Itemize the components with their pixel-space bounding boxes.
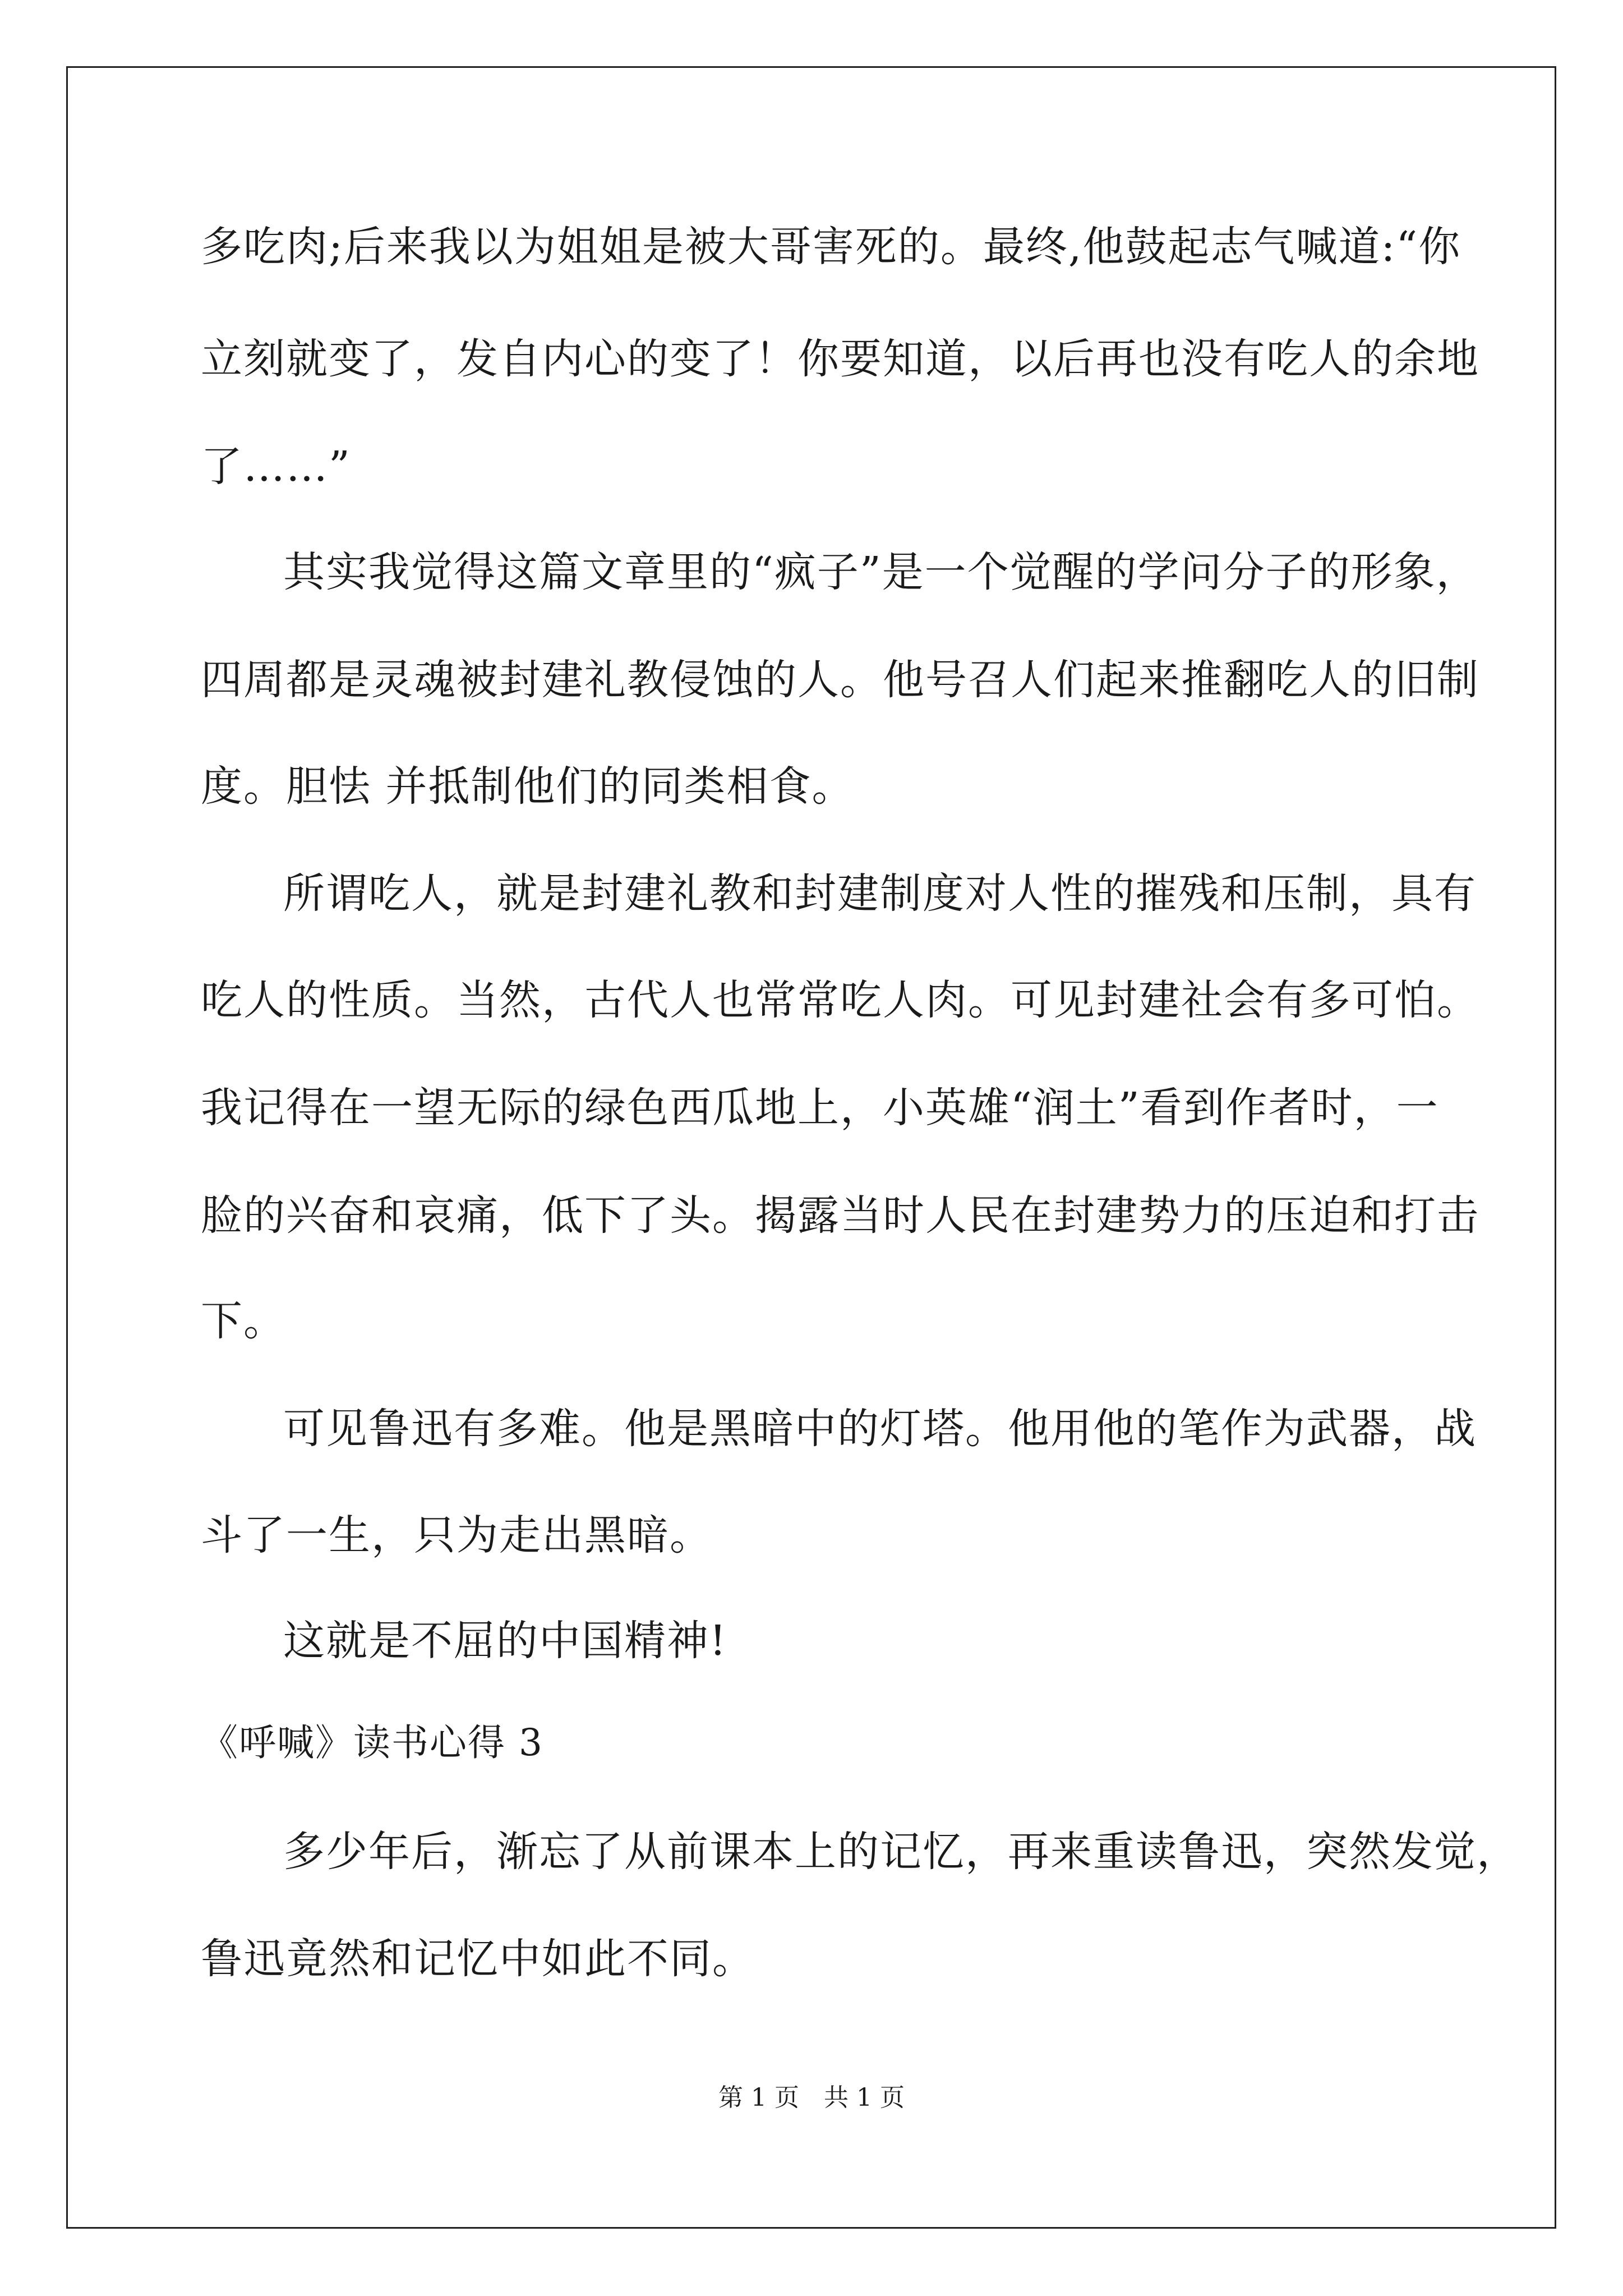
text-line: 下。 <box>201 1297 286 1345</box>
text-line: 立刻就变了，发自内心的变了！你要知道，以后再也没有吃人的余地 <box>201 335 1479 383</box>
page-number-footer: 第 1 页 共 1 页 <box>718 2083 905 2112</box>
text-line: 了……” <box>201 443 351 491</box>
text-line: 脸的兴奋和哀痛，低下了头。揭露当时人民在封建势力的压迫和打击 <box>201 1191 1479 1240</box>
text-line: 吃人的性质。当然，古代人也常常吃人肉。可见封建社会有多可怕。 <box>201 976 1479 1024</box>
text-line: 多吃肉;后来我以为姐姐是被大哥害死的。最终,他鼓起志气喊道:“你 <box>201 223 1461 271</box>
text-line: 四周都是灵魂被封建礼教侵蚀的人。他号召人们起来推翻吃人的旧制 <box>201 656 1479 704</box>
text-line: 度。胆怯 并抵制他们的同类相食。 <box>201 762 855 811</box>
section-heading: 《呼喊》读书心得 3 <box>201 1721 543 1764</box>
page-border <box>66 66 1556 2229</box>
text-line: 我记得在一望无际的绿色西瓜地上，小英雄“润土”看到作者时，一 <box>201 1084 1439 1132</box>
text-line: 斗了一生，只为走出黑暗。 <box>201 1511 712 1559</box>
text-line: 可见鲁迅有多难。他是黑暗中的灯塔。他用他的笔作为武器，战 <box>283 1405 1477 1453</box>
text-line: 多少年后，渐忘了从前课本上的记忆，再来重读鲁迅，突然发觉， <box>283 1828 1519 1876</box>
text-line: 其实我觉得这篇文章里的“疯子”是一个觉醒的学问分子的形象， <box>283 548 1479 596</box>
text-line: 鲁迅竟然和记忆中如此不同。 <box>201 1935 755 1983</box>
text-line: 所谓吃人，就是封建礼教和封建制度对人性的摧残和压制，具有 <box>283 869 1477 918</box>
text-line: 这就是不屈的中国精神! <box>283 1617 727 1665</box>
